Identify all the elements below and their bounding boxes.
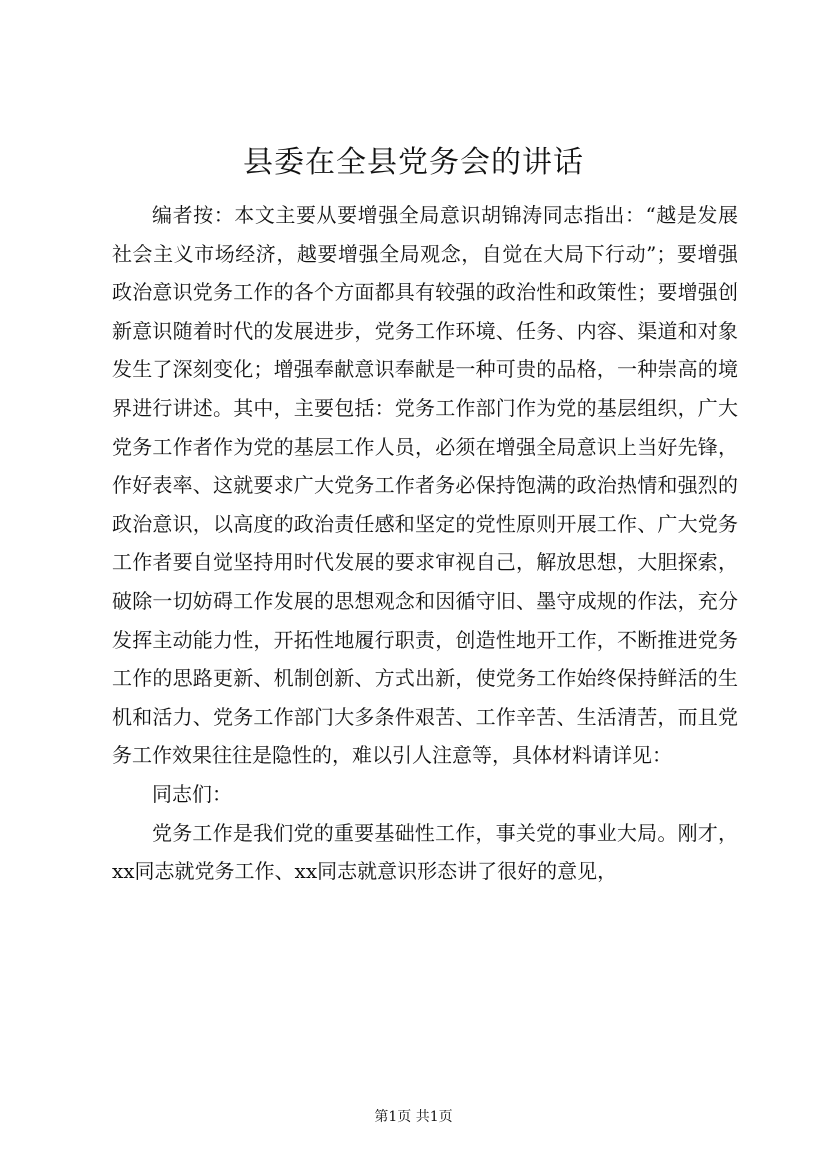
speech-opening-paragraph: 党务工作是我们党的重要基础性工作，事关党的事业大局。刚才，xx同志就党务工作、xx同志就意识形态讲了很好的意见， bbox=[112, 820, 738, 884]
editor-note-paragraph: 编者按：本文主要从要增强全局意识胡锦涛同志指出：“越是发展社会主义市场经济，越要增强全局观念，自觉在大局下行动”；要增强政治意识党务工作的各个方面都具有较强的政治性和政策性；要增强创新意识随着时代的发展进步，党务工作环境、任务、内容、渠道和对象发生了深刻变化；增强奉献意识奉献是一种可贵的品格，一种崇高的境界进行讲述。其中，主要包括：党务工作部门作为党的基层组织，广大党务工作者作为党的基层工作人员，必须在增强全局意识上当好先锋，作好表率、这就要求广大党务工作者务必保持饱满的政治热情和强烈的政治意识，以高度的政治责任感和坚定的党性原则开展工作、广大党务工作者要自觉坚持用时代发展的要求审视自己，解放思想，大胆探索，破除一切妨碍工作发展的思想观念和因循守旧、墨守成规的作法，充分发挥主动能力性，开拓性地履行职责，创造性地开工作，不断推进党务工作的思路更新、机制创新、方式出新，使党务工作始终保持鲜活的生机和活力、党务工作部门大多条件艰苦、工作辛苦、生活清苦，而且党务工作效果往往是隐性的，难以引人注意等，具体材料请详见： bbox=[112, 203, 738, 768]
salutation-paragraph: 同志们： bbox=[152, 781, 232, 806]
document-title: 县委在全县党务会的讲话 bbox=[243, 145, 584, 180]
document-body bbox=[112, 196, 738, 891]
page-number-footer: 第1页 共1页 bbox=[374, 1109, 453, 1125]
